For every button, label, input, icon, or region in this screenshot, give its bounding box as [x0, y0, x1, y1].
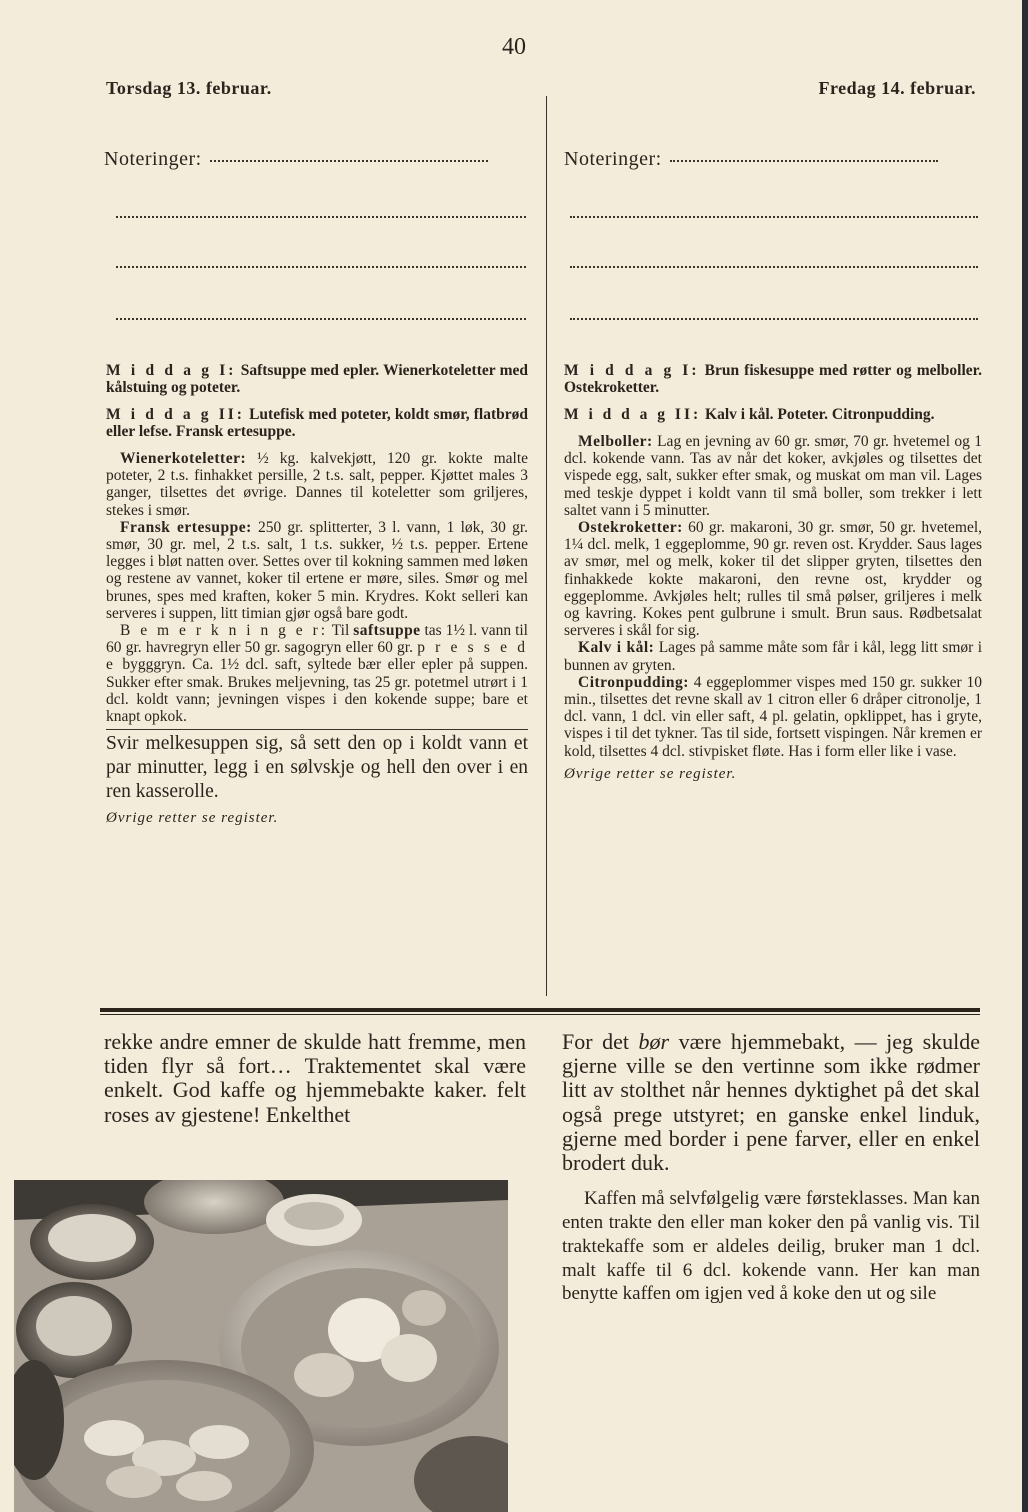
right-notes-line-1[interactable] — [570, 216, 978, 218]
middag-label: M i d d a g I: — [564, 362, 700, 379]
recipe-label: Kalv i kål: — [578, 639, 655, 657]
page-number: 40 — [502, 34, 526, 60]
article-text: For det — [562, 1029, 629, 1054]
right-notes-line-3[interactable] — [570, 318, 978, 320]
left-notes-line-1[interactable] — [116, 216, 526, 218]
middag-text: Lutefisk med poteter, koldt smør, flatbrød eller lefse. Fransk ertesuppe. — [106, 406, 528, 440]
left-other-dishes: Øvrige retter se register. — [106, 810, 279, 827]
notes-dots — [670, 158, 938, 162]
left-middag-2 — [106, 406, 528, 440]
right-recipe-kalv-i-kal — [564, 639, 982, 673]
right-date-heading: Fredag 14. februar. — [818, 78, 976, 98]
middag-text: Saftsuppe med epler. Wienerkoteletter med kålstuing og poteter. — [106, 362, 529, 396]
recipe-text: Lages på samme måte som får i kål, legg litt smør i bunnen av gryten. — [564, 639, 983, 674]
middag-text: Kalv i kål. Poteter. Citronpudding. — [705, 406, 935, 423]
left-recipe-fransk-ertesuppe — [106, 519, 528, 622]
recipe-text: Lag en jevning av 60 gr. smør, 70 gr. hvetemel og 1 dcl. kokende vann. Tas av når det koker, avkjøles og tilsettes det vispede egg, salt, sukker efter smak, og muskat om man vil. Lages med teskje dyppet i koldt vann til små boller, som trekker i lett saltet vann i 5 minutter. — [564, 433, 982, 519]
article-right-para-1 — [562, 1030, 980, 1175]
middag-label: M i d d a g I: — [106, 362, 237, 379]
remark-spaced: p r e s s e d e — [106, 639, 528, 674]
remark-label: B e m e r k n i n g e r: — [120, 622, 329, 640]
left-middag-1 — [106, 362, 528, 396]
tip-rule — [106, 729, 528, 730]
article-emphasis: bør — [638, 1029, 670, 1054]
remark-text: bygggryn. Ca. 1½ dcl. saft, syltede bær eller epler på suppen. Sukker efter smak. Brukes meljevning, tas 25 gr. potetmel utrørt i 1 dcl. koldt vann; jevningen vispes i den kokende suppe; bare et knapt opkok. — [106, 656, 529, 726]
middag-label: M i d d a g II: — [106, 406, 245, 423]
pastry-photo-image — [14, 1180, 508, 1512]
section-rule-thin — [100, 1014, 980, 1015]
page-edge — [1022, 0, 1028, 1512]
left-tip-box: Svir melkesuppen sig, så sett den op i koldt vann et par minutter, legg i en sølvskje og hell den over i en ren kasserolle. — [106, 733, 528, 803]
article-left-text: rekke andre emner de skulde hatt fremme, men tiden flyr så fort… Traktementet skal være enkelt. God kaffe og hjemmebakte kaker. felt roses av gjestene! Enkelthet — [104, 1029, 526, 1127]
recipe-label: Ostekroketter: — [578, 519, 683, 537]
remark-text: Til — [331, 622, 350, 640]
notes-dots — [210, 158, 488, 162]
right-notes-label-text: Noteringer: — [564, 148, 662, 170]
article-right-para-2: Kaffen må selvfølgelig være førsteklasses. Man kan enten trakte den eller man koker den på vanlig vis. Til traktekaffe som er aldeles deilig, bruker man 1 dcl. malt kaffe til 6 dcl. kokende vann. Her kan man benytte kaffen om igjen ved å koke den ut og sile — [562, 1188, 980, 1305]
left-recipe-column — [106, 362, 528, 827]
left-remarks — [106, 622, 528, 725]
column-divider — [546, 96, 547, 996]
left-notes-label-text: Noteringer: — [104, 148, 202, 170]
middag-label: M i d d a g II: — [564, 406, 702, 423]
remark-text: tas 1½ l. vann til 60 gr. havregryn eller 50 gr. sagogryn eller 60 gr. — [106, 622, 528, 657]
left-notes-line-2[interactable] — [116, 266, 526, 268]
right-notes-label — [564, 148, 938, 171]
article-text: være hjemmebakt, — jeg skulde gjerne ville se den vertinne som ikke rødmer litt av stolthet når hennes dyktighet på det skal også prege utstyret; en ganske enkel linduk, gjerne med border i pene farver, eller en enkel brodert duk. — [562, 1029, 981, 1176]
recipe-text: 4 eggeplommer vispes med 150 gr. sukker 10 min., tilsettes det revne skall av 1 citron eller 6 dråper citronolje, 1 dcl. vann, 1 dcl. vin eller saft, 4 pl. gelatin, opklippet, has i gryte, vispes i til det tykner. Tas til side, fortsett vispingen. Når kremen er kold, tilsettes 4 dcl. stivpisket fløte. Has i form eller like i vase. — [564, 673, 982, 760]
right-recipe-column — [564, 362, 982, 783]
right-recipe-melboller — [564, 433, 982, 519]
recipe-label: Citronpudding: — [578, 673, 689, 691]
recipe-label: Fransk ertesuppe: — [120, 518, 252, 536]
right-recipe-ostekroketter — [564, 519, 982, 639]
right-middag-2 — [564, 406, 982, 423]
middag-text: Brun fiskesuppe med røtter og melboller. Ostekroketter. — [564, 362, 982, 396]
recipe-text: ½ kg. kalvekjøtt, 120 gr. kokte malte poteter, 2 t.s. finhakket persille, 2 t.s. salt, pepper. Kjøttet males 3 ganger, tilsettes det øvrige. Dannes til koteletter som griljeres, stekes i smør. — [106, 450, 529, 519]
right-other-dishes: Øvrige retter se register. — [564, 765, 737, 782]
section-rule — [100, 1008, 980, 1012]
right-middag-1 — [564, 362, 982, 396]
recipe-text: 60 gr. makaroni, 30 gr. smør, 50 gr. hvetemel, 1¼ dcl. melk, 1 eggeplomme, 90 gr. reven ost. Krydder. Saus lages av smør, mel og melk, koker til det slipper gryten, tilsettes den finhakkede kokte makaroni, den revne ost, krydder og eggeplomme. Avkjøles helt; rulles til små pølser, griljeres i melk og kavring. Kokes pent gulbrune i smult. Brun saus. Rødbetsalat serveres i skål for sig. — [564, 519, 983, 640]
left-recipe-wienerkoteletter — [106, 450, 528, 519]
article-right-column — [562, 1030, 980, 1306]
recipe-text: 250 gr. splitterter, 3 l. vann, 1 løk, 30 gr. smør, 30 gr. mel, 2 t.s. salt, 1 t.s. sukker, ½ t.s. pepper. Ertene legges i bløt natten over. Settes over til kokning sammen med løken og restene av vannet, koker til ertene er møre, siles. Smør og mel brunes, spes med kraften, koker 5 min. Krydres. Kokt selleri kan serveres i suppen, litt timian gjør også bare godt. — [106, 518, 529, 622]
left-notes-label — [104, 148, 488, 171]
left-date-heading: Torsdag 13. februar. — [106, 78, 272, 98]
pastry-table-photo — [14, 1180, 508, 1512]
right-notes-line-2[interactable] — [570, 266, 978, 268]
article-left-column — [104, 1030, 526, 1127]
right-recipe-citronpudding — [564, 674, 982, 760]
recipe-label: Wienerkoteletter: — [120, 450, 247, 467]
left-notes-line-3[interactable] — [116, 318, 526, 320]
remark-bold: saftsuppe — [353, 622, 421, 640]
recipe-label: Melboller: — [578, 433, 653, 450]
